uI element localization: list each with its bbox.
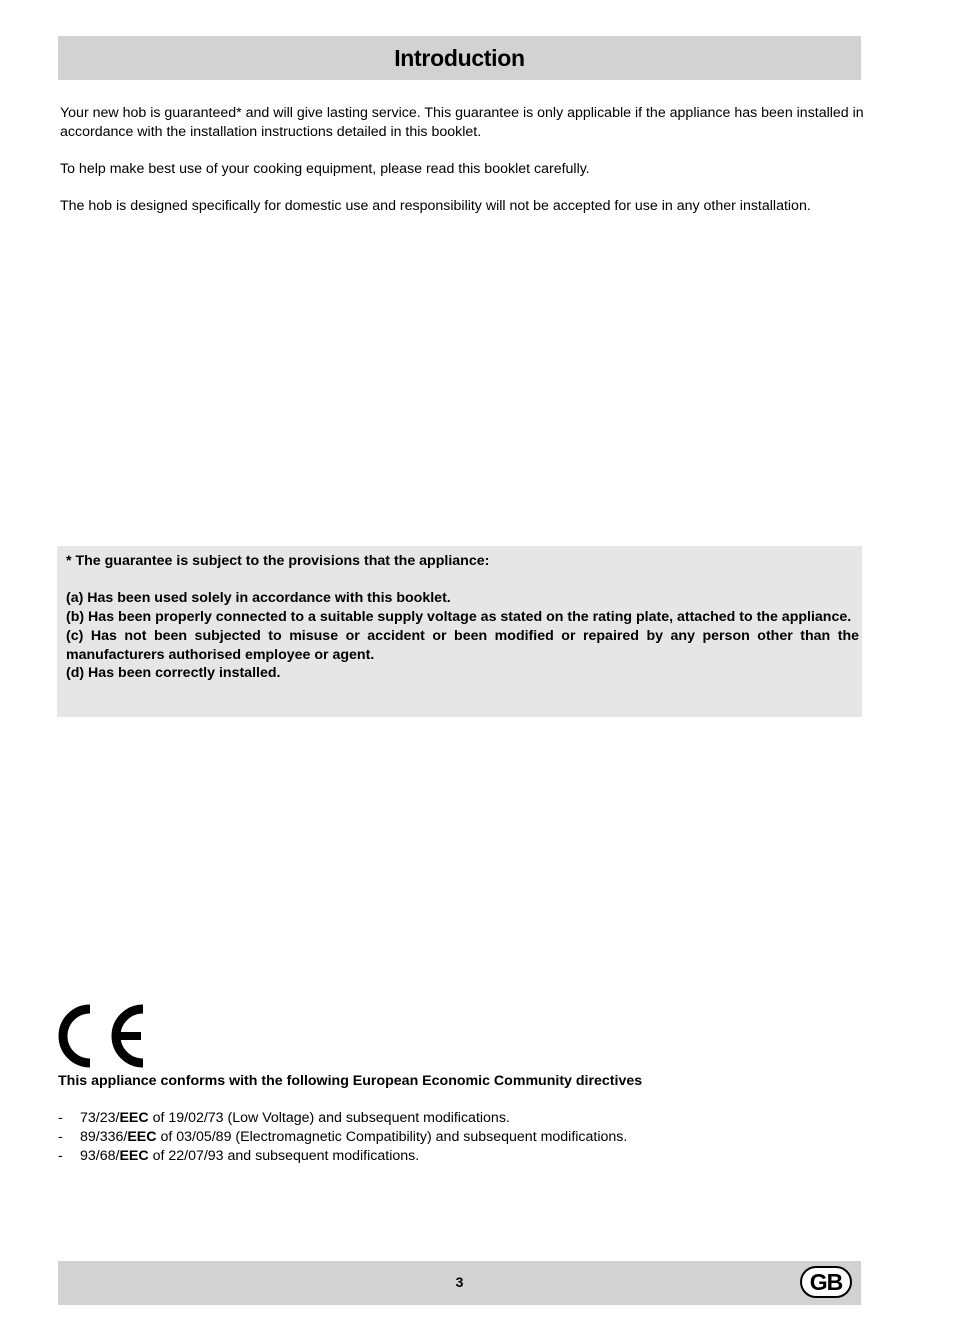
- guarantee-item: (d) Has been correctly installed.: [66, 665, 281, 682]
- guarantee-heading: * The guarantee is subject to the provisions that the appliance:: [66, 553, 490, 569]
- guarantee-item: (a) Has been used solely in accordance with this booklet.: [66, 590, 451, 607]
- intro-section: [60, 104, 866, 234]
- intro-paragraph: To help make best use of your cooking equipment, please read this booklet carefully.: [60, 161, 590, 177]
- ce-mark-icon: [57, 1003, 149, 1074]
- guarantee-item: (c) Has not been subjected to misuse or accident or been modified or repaired by any person other than the manufacturers authorised employee or agent.: [66, 627, 859, 663]
- directive-list: [58, 1109, 878, 1166]
- intro-paragraph: Your new hob is guaranteed* and will give lasting service. This guarantee is only applicable if the appliance has been installed in accordance with the installation instructions detailed in this booklet.: [60, 105, 864, 140]
- directive-item: - 73/23/EEC of 19/02/73 (Low Voltage) and subsequent modifications.: [58, 1110, 510, 1126]
- directive-item: - 93/68/EEC of 22/07/93 and subsequent modifications.: [58, 1148, 420, 1164]
- conformity-section: [58, 1072, 878, 1166]
- country-badge: GB: [800, 1266, 852, 1298]
- guarantee-item: (b) Has been properly connected to a suitable supply voltage as stated on the rating plate, attached to the appliance.: [66, 609, 852, 626]
- page-title: Introduction: [394, 44, 525, 71]
- conformity-heading: This appliance conforms with the following European Economic Community directives: [58, 1073, 643, 1089]
- page-number: 3: [455, 1274, 464, 1290]
- footer-bar: [58, 1261, 861, 1305]
- title-bar: [58, 36, 861, 80]
- intro-paragraph: The hob is designed specifically for domestic use and responsibility will not be accepted for use in any other installation.: [60, 198, 811, 214]
- directive-item: - 89/336/EEC of 03/05/89 (Electromagnetic Compatibility) and subsequent modifications.: [58, 1129, 628, 1145]
- guarantee-box: [57, 546, 862, 717]
